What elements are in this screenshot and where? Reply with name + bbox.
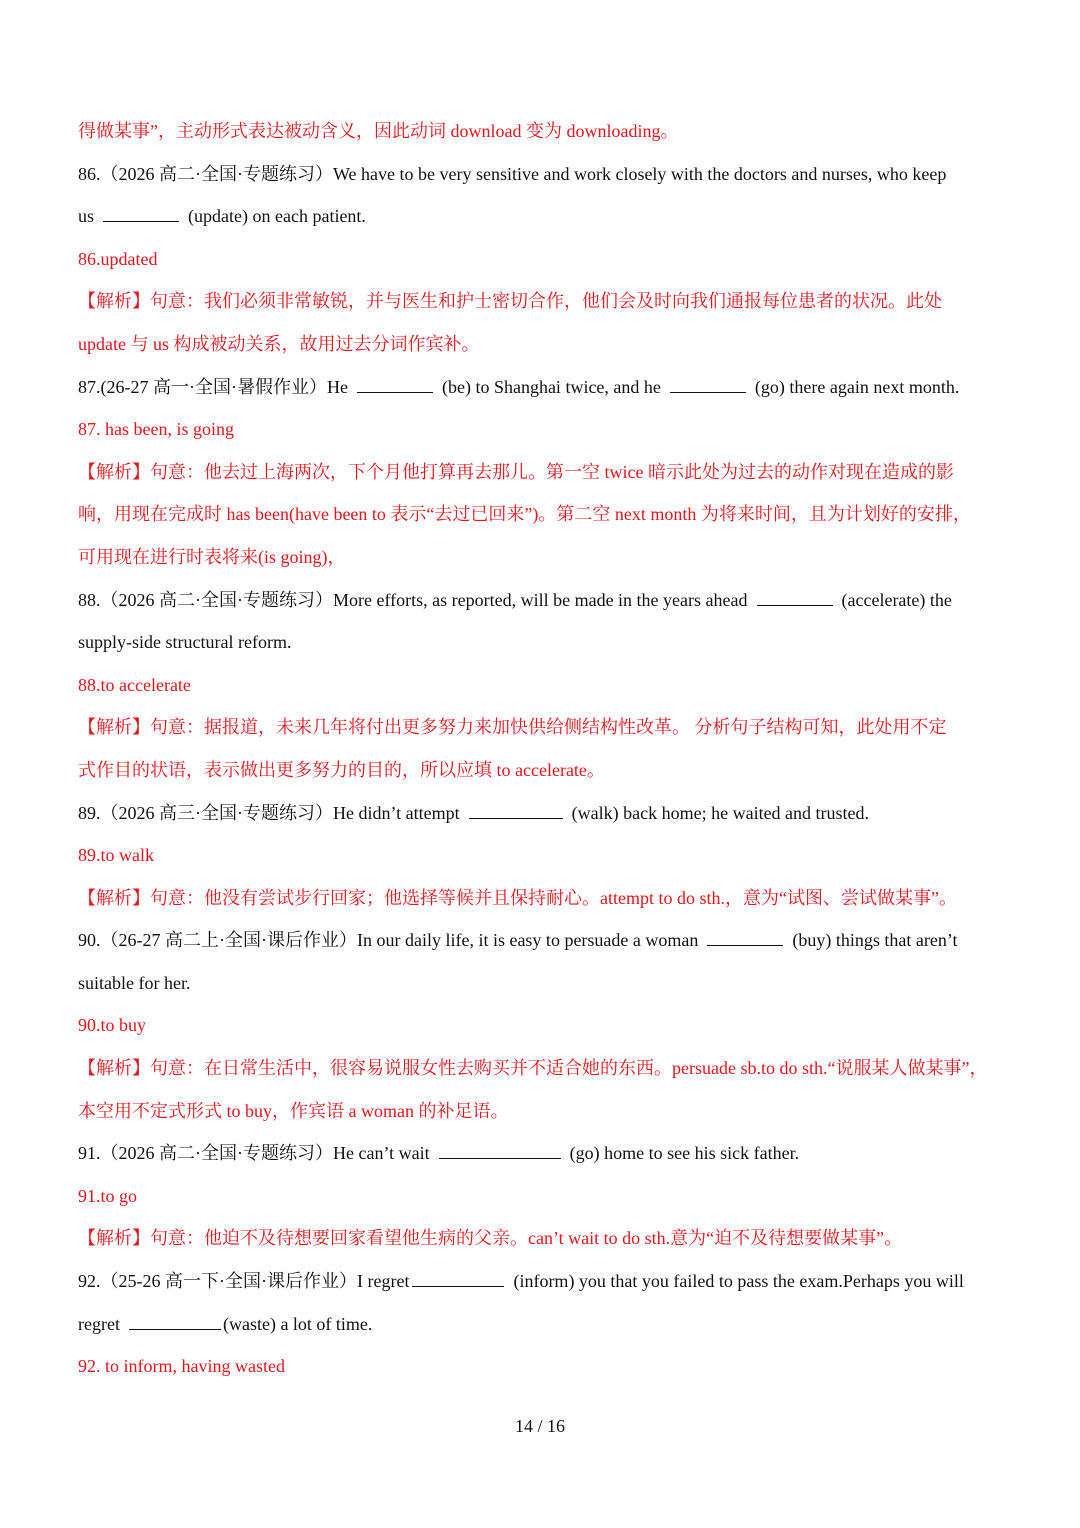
question-text: us: [78, 206, 95, 227]
answer-blank: [469, 817, 563, 819]
question-90-line2: suitable for her.: [78, 972, 191, 993]
question-text: 91.（2026 高二·全国·专题练习）He can’t wait: [78, 1143, 430, 1164]
question-text: 92.（25-26 高一下·全国·课后作业）I regret: [78, 1271, 410, 1292]
answer-92: 92. to inform, having wasted: [78, 1356, 285, 1377]
answer-90: 90.to buy: [78, 1015, 147, 1036]
question-text: (go) home to see his sick father.: [569, 1143, 800, 1164]
explanation-90-line1: 【解析】句意：在日常生活中，很容易说服女性去购买并不适合她的东西。persuade sb.to do sth.“说服某人做某事”，: [78, 1058, 988, 1079]
question-92-line2: [78, 1303, 1008, 1346]
explanation-86-line2: update 与 us 构成被动关系，故用过去分词作宾补。: [78, 333, 480, 354]
explanation-89: 【解析】句意：他没有尝试步行回家；他选择等候并且保持耐心。attempt to do sth.，意为“试图、尝试做某事”。: [78, 887, 957, 908]
question-91: [78, 1132, 1008, 1175]
explanation-87-line1: 【解析】句意：他去过上海两次，下个月他打算再去那儿。第一空 twice 暗示此处为过去的动作对现在造成的影: [78, 461, 954, 482]
question-text: 88.（2026 高二·全国·专题练习）More efforts, as reported, will be made in the years ahead: [78, 589, 748, 610]
question-text: (walk) back home; he waited and trusted.: [571, 802, 870, 823]
explanation-88-line1: 【解析】句意：据报道，未来几年将付出更多努力来加快供给侧结构性改革。 分析句子结构可知，此处用不定: [78, 717, 947, 738]
explanation-87-line2: 响，用现在完成时 has been(have been to 表示“去过已回来”)。第二空 next month 为将来时间，且为计划好的安排，: [78, 504, 971, 525]
question-text: (go) there again next month.: [754, 376, 960, 397]
question-text: (waste) a lot of time.: [222, 1313, 373, 1334]
answer-blank: [357, 391, 433, 393]
question-text: (update) on each patient.: [188, 206, 366, 227]
page-content: [78, 110, 1008, 1388]
answer-87: 87. has been, is going: [78, 419, 234, 440]
page-number: 14 / 16: [514, 1416, 565, 1436]
explanation-87-line3: 可用现在进行时表将来(is going)，: [78, 546, 346, 567]
question-86-line1: 86.（2026 高二·全国·专题练习）We have to be very sensitive and work closely with the doctors and nurses, who keep: [78, 163, 947, 184]
answer-91: 91.to go: [78, 1185, 138, 1206]
question-text: 89.（2026 高三·全国·专题练习）He didn’t attempt: [78, 802, 460, 823]
question-89: [78, 792, 1008, 835]
question-text: (be) to Shanghai twice, and he: [441, 376, 661, 397]
explanation-90-line2: 本空用不定式形式 to buy，作宾语 a woman 的补足语。: [78, 1100, 509, 1121]
answer-blank: [757, 604, 833, 606]
question-87: [78, 366, 1008, 409]
answer-89: 89.to walk: [78, 845, 154, 866]
answer-blank: [670, 391, 746, 393]
answer-88: 88.to accelerate: [78, 674, 191, 695]
question-92-line1: [78, 1260, 1008, 1303]
explanation-86-line1: 【解析】句意：我们必须非常敏锐，并与医生和护士密切合作，他们会及时向我们通报每位患者的状况。此处: [78, 291, 942, 312]
question-text: 90.（26-27 高二上·全国·课后作业）In our daily life, it is easy to persuade a woman: [78, 930, 699, 951]
answer-86: 86.updated: [78, 248, 158, 269]
explanation-91: 【解析】句意：他迫不及待想要回家看望他生病的父亲。can’t wait to do sth.意为“迫不及待想要做某事”。: [78, 1228, 903, 1249]
question-86-line2: [78, 195, 1008, 238]
answer-blank: [439, 1157, 561, 1159]
question-90-line1: [78, 919, 1008, 962]
question-text: regret: [78, 1313, 120, 1334]
answer-blank: [129, 1328, 221, 1330]
question-text: (inform) you that you failed to pass the exam.Perhaps you will: [513, 1271, 964, 1292]
answer-blank: [707, 944, 783, 946]
explanation-continued: 得做某事”，主动形式表达被动含义，因此动词 download 变为 downloading。: [78, 121, 679, 141]
question-text: (accelerate) the: [841, 589, 952, 610]
explanation-88-line2: 式作目的状语，表示做出更多努力的目的，所以应填 to accelerate。: [78, 759, 605, 780]
question-88-line2: supply-side structural reform.: [78, 632, 292, 653]
answer-blank: [412, 1285, 504, 1287]
question-text: 87.(26-27 高一·全国·暑假作业）He: [78, 376, 348, 397]
question-text: (buy) things that aren’t: [792, 930, 958, 951]
question-88-line1: [78, 579, 1008, 622]
answer-blank: [103, 220, 179, 222]
